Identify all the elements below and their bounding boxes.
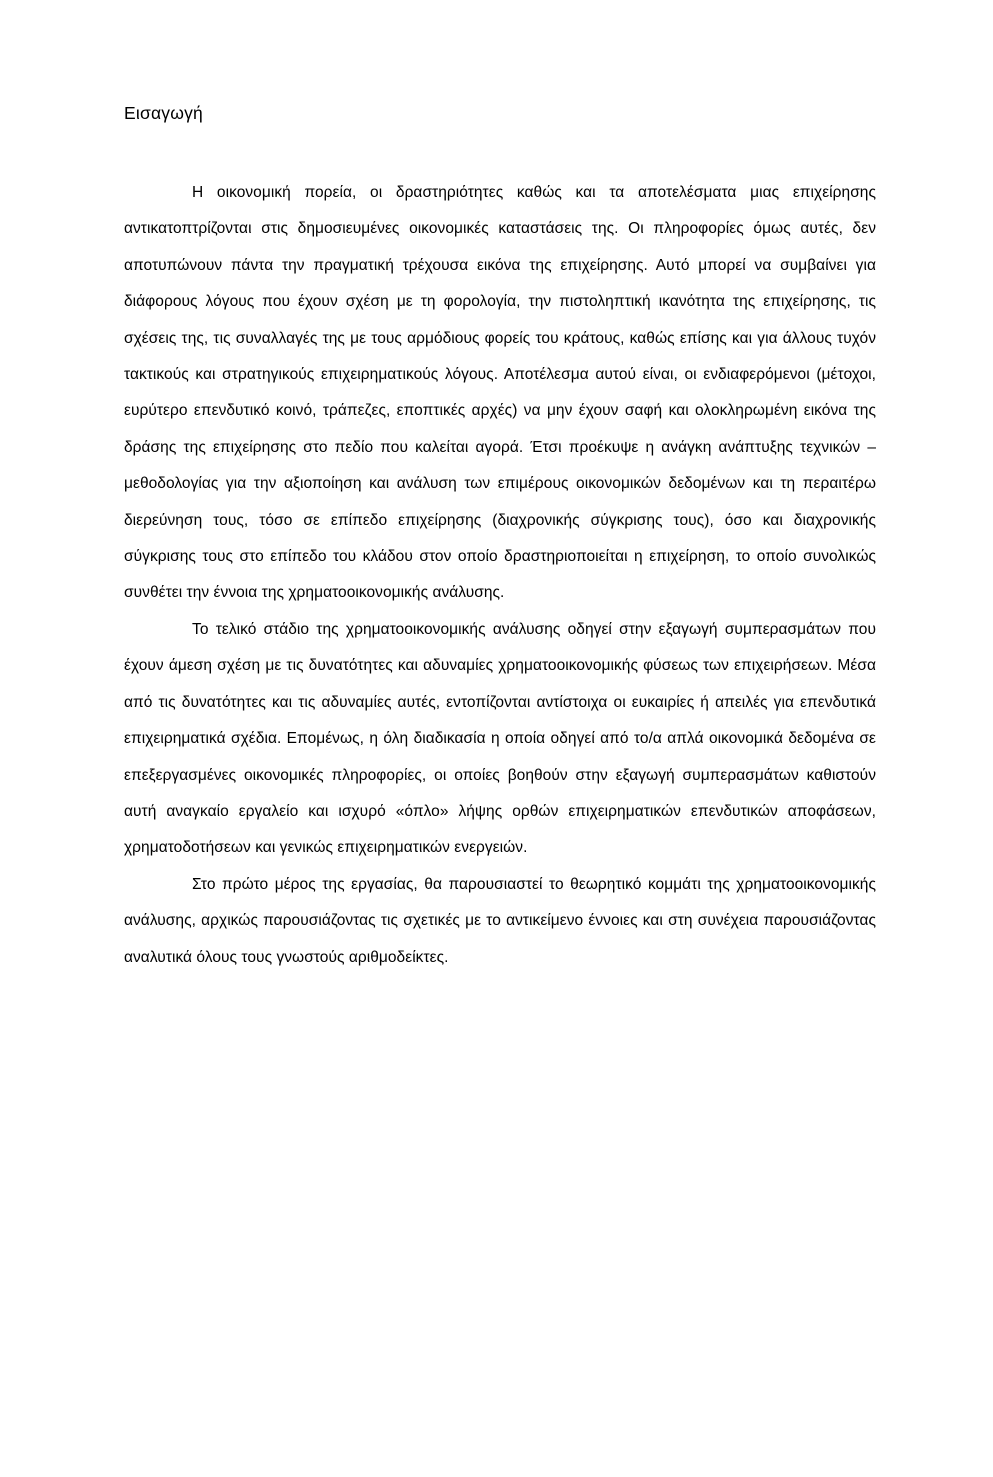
body-text — [124, 175, 876, 976]
paragraph-3: Στο πρώτο μέρος της εργασίας, θα παρουσιαστεί το θεωρητικό κομμάτι της χρηματοοικονομικής ανάλυσης, αρχικώς παρουσιάζοντας τις σχετικές με το αντικείμενο έννοιες και στη συνέχεια παρουσιάζοντας αναλυτικά όλους τους γνωστούς αριθμοδείκτες. — [124, 875, 876, 966]
section-heading: Εισαγωγή — [124, 103, 203, 123]
paragraph-2: Το τελικό στάδιο της χρηματοοικονομικής ανάλυσης οδηγεί στην εξαγωγή συμπερασμάτων που έχουν άμεση σχέση με τις δυνατότητες και αδυναμίες χρηματοοικονομικής φύσεως των επιχειρήσεων. Μέσα από τις δυνατότητες και τις αδυναμίες αυτές, εντοπίζονται αντίστοιχα οι ευκαιρίες ή απειλές για επενδυτικά επιχειρηματικά σχέδια. Επομένως, η όλη διαδικασία η οποία οδηγεί από το/α απλά οικονομικά δεδομένα σε επεξεργασμένες οικονομικές πληροφορίες, οι οποίες βοηθούν στην εξαγωγή συμπερασμάτων καθιστούν αυτή αναγκαίο εργαλείο και ισχυρό «όπλο» λήψης ορθών επιχειρηματικών επενδυτικών αποφάσεων, χρηματοδοτήσεων και γενικώς επιχειρηματικών ενεργειών. — [124, 620, 876, 857]
paragraph-1: Η οικονομική πορεία, οι δραστηριότητες καθώς και τα αποτελέσματα μιας επιχείρησης αντικατοπτρίζονται στις δημοσιευμένες οικονομικές καταστάσεις της. Οι πληροφορίες όμως αυτές, δεν αποτυπώνουν πάντα την πραγματική τρέχουσα εικόνα της επιχείρησης. Αυτό μπορεί να συμβαίνει για διάφορους λόγους που έχουν σχέση με τη φορολογία, την πιστοληπτική ικανότητα της επιχείρησης, τις σχέσεις της, τις συναλλαγές της με τους αρμόδιους φορείς του κράτους, καθώς επίσης και για άλλους τυχόν τακτικούς και στρατηγικούς επιχειρηματικούς λόγους. Αποτέλεσμα αυτού είναι, οι ενδιαφερόμενοι (μέτοχοι, ευρύτερο επενδυτικό κοινό, τράπεζες, εποπτικές αρχές) να μην έχουν σαφή και ολοκληρωμένη εικόνα της δράσης της επιχείρησης στο πεδίο που καλείται αγορά. Έτσι προέκυψε η ανάγκη ανάπτυξης τεχνικών – μεθοδολογίας για την αξιοποίηση και ανάλυση των επιμέρους οικονομικών δεδομένων και τη περαιτέρω διερεύνηση τους, τόσο σε επίπεδο επιχείρησης (διαχρονικής σύγκρισης τους), όσο και διαχρονικής σύγκρισης τους στο επίπεδο του κλάδου στον οποίο δραστηριοποιείται η επιχείρηση, το οποίο συνολικώς συνθέτει την έννοια της χρηματοοικονομικής ανάλυσης. — [124, 184, 876, 602]
